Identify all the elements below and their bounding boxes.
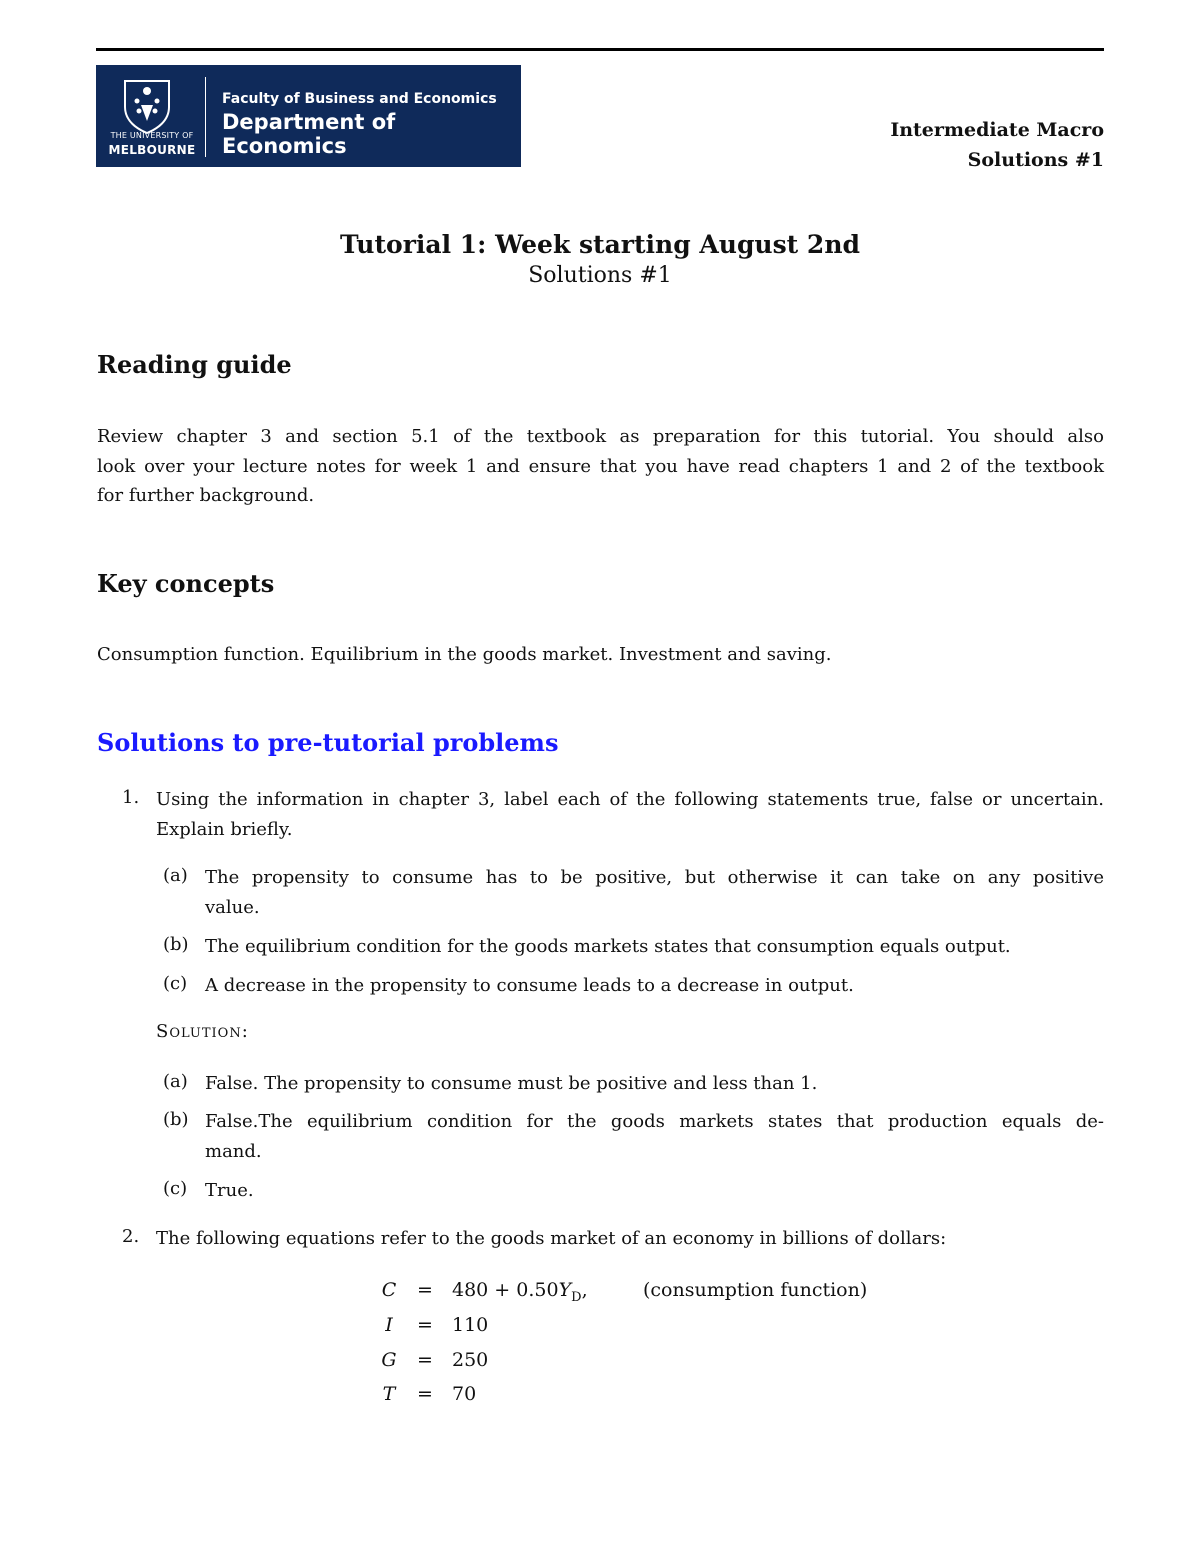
q1a-label: (a) [163,865,188,886]
university-logo [96,65,521,167]
eq2-equals: = [417,1314,433,1336]
q1a-line-1: The propensity to consume has to be positive, but otherwise it can take on any positive [205,867,1104,888]
solution-label: Solution: [156,1021,249,1042]
page-title: Tutorial 1: Week starting August 2nd [340,230,860,259]
top-rule [96,48,1104,51]
q1c-label: (c) [163,973,188,994]
eq4-rhs: 70 [452,1383,477,1405]
title-block [96,230,1104,288]
key-concepts-text: Consumption function. Equilibrium in the goods market. Investment and saving. [97,644,832,665]
reading-guide-text [97,422,1104,511]
sol-a-text: False. The propensity to consume must be positive and less than 1. [205,1073,818,1094]
q1-line-2: Explain briefly. [156,819,293,840]
reading-line-3: for further background. [97,485,315,506]
sol-c-label: (c) [163,1178,188,1199]
logo-faculty: Faculty of Business and Economics [222,91,497,107]
eq2-rhs: 110 [452,1314,489,1336]
eq1-note: (consumption function) [643,1279,868,1301]
page-subtitle: Solutions #1 [528,263,672,288]
eq2-lhs: I [385,1314,393,1336]
q1c-text: A decrease in the propensity to consume leads to a decrease in output. [205,975,854,996]
eq3-equals: = [417,1349,433,1371]
q2-text: The following equations refer to the goods market of an economy in billions of dollars: [156,1228,947,1249]
key-concepts-heading: Key concepts [97,569,275,598]
logo-university-big: MELBOURNE [108,143,196,157]
eq4-equals: = [417,1383,433,1405]
q1a-text [205,863,1104,923]
eq3-rhs: 250 [452,1349,489,1371]
eq1-equals: = [417,1279,433,1301]
q2-number: 2. [122,1226,140,1247]
q1b-text: The equilibrium condition for the goods markets states that consumption equals output. [205,936,1011,957]
q1-text [156,785,1104,845]
sheet-name: Solutions #1 [967,149,1104,171]
reading-line-2: look over your lecture notes for week 1 and ensure that you have read chapters 1 and 2 of the textbook [97,455,1104,477]
reading-guide-heading: Reading guide [97,350,292,379]
eq1-lhs: C [381,1279,397,1301]
sol-a-label: (a) [163,1071,188,1092]
logo-department: Department of Economics [222,110,396,158]
sol-b-text [205,1107,1104,1167]
sol-b-line-1: False.The equilibrium condition for the goods markets states that production equals de- [205,1111,1104,1132]
sol-c-text: True. [205,1180,254,1201]
sol-b-line-2: mand. [205,1141,262,1162]
q1a-line-2: value. [205,897,260,918]
eq3-lhs: G [381,1349,397,1371]
eq1-rhs: $480 + 0.50Y_D$, [452,1279,588,1305]
sol-b-label: (b) [163,1109,189,1130]
solutions-heading: Solutions to pre-tutorial problems [97,728,559,757]
q1b-label: (b) [163,934,189,955]
university-crest-icon [121,77,173,135]
q1-line-1: Using the information in chapter 3, label each of the following statements true, false or uncertain. [156,789,1104,810]
eq4-lhs: T [382,1383,396,1405]
logo-divider [205,77,206,157]
course-name: Intermediate Macro [890,119,1104,141]
logo-university-small: THE UNIVERSITY OF [110,131,194,140]
header-course-info [890,115,1104,175]
reading-line-1: Review chapter 3 and section 5.1 of the textbook as preparation for this tutorial. You should also [97,426,1104,447]
q1-number: 1. [122,787,140,808]
